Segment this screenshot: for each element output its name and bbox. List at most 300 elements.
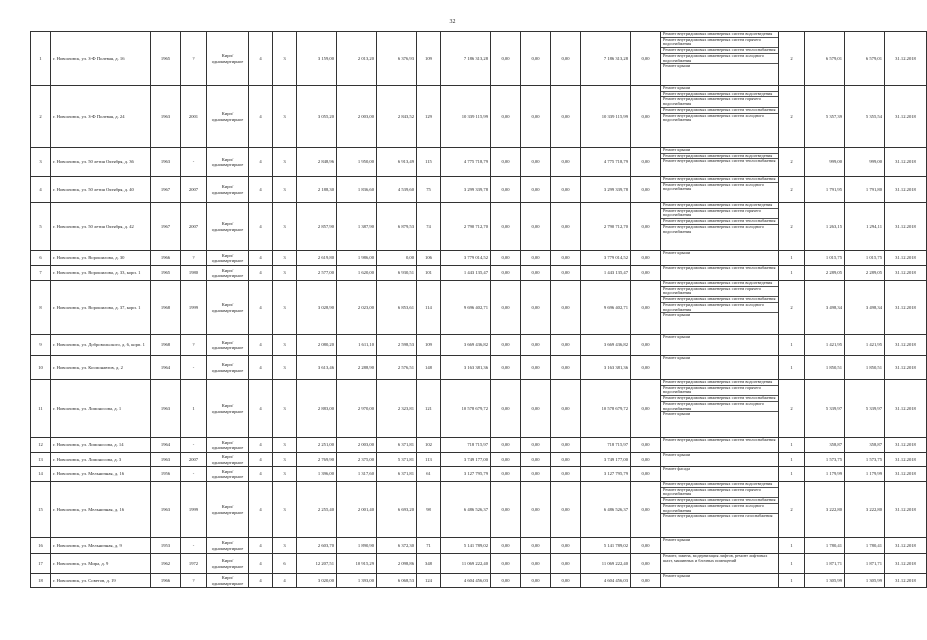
work-item: Ремонт внутридомовых инженерных систем холодного водоснабжения [661,303,778,313]
renovation-year-cell: 1980 [181,266,207,281]
table-row [31,453,927,467]
local-budget-cell: 0,00 [551,453,581,467]
address-cell: г. Новоазовск, ул. Космонавтов, д. 2 [51,356,151,380]
entrances-cell: 3 [273,438,297,453]
budget-cell: 0,00 [521,177,551,203]
local-budget-cell: 0,00 [551,554,581,574]
unit-cost-cell: 1 179,99 [805,467,845,482]
nonliving-area-cell: 6 376,93 [377,32,417,86]
other-cell: 0,00 [631,203,661,251]
floors-cell: 4 [249,266,273,281]
address-cell: г. Новоазовск, ул. Ломоносова, д. 1 [51,380,151,438]
nonliving-area-cell: 6 371,81 [377,467,417,482]
entrances-cell: 3 [273,281,297,335]
limit-cost-cell: 1 015,75 [845,251,885,266]
table-row [31,32,927,86]
wall-material-cell: Кирп/ одноквартирное [207,453,249,467]
limit-cost-cell: 1 573,75 [845,453,885,467]
deadline-cell: 31.12.2018 [885,203,927,251]
living-area-cell: 1 317,60 [337,467,377,482]
entrances-cell: 3 [273,467,297,482]
wall-material-cell: Кирп/ одноквартирное [207,203,249,251]
unit-cost-cell: 2 289,05 [805,266,845,281]
work-item: Ремонт внутридомовых инженерных систем горячего водоснабжения [661,386,778,396]
floors-cell: 4 [249,467,273,482]
work-item: Ремонт крыши [663,537,691,542]
renovation-year-cell: - [181,438,207,453]
row-number: 15 [31,482,51,538]
table-row [31,251,927,266]
cost-cell: 7 186 313,28 [441,32,491,86]
wall-material-cell: Кирп/ одноквартирное [207,281,249,335]
works-cell [661,574,779,588]
other-cell: 0,00 [631,32,661,86]
residents-cell: 61 [417,467,441,482]
fund-cell: 0,00 [491,482,521,538]
fund-cell: 0,00 [491,554,521,574]
living-area-cell: 2 003,00 [337,438,377,453]
row-number: 4 [31,177,51,203]
address-cell: г. Новоазовск, ул. Ворошилова, д. 37, корп. 1 [51,281,151,335]
work-item: Ремонт внутридомовых инженерных систем теплоснабжения [661,108,778,114]
build-year-cell: 1967 [151,177,181,203]
total-area-cell: 3 613,46 [297,356,337,380]
nonliving-area-cell: 0,00 [377,251,417,266]
work-item: Ремонт внутридомовых инженерных систем водоотведения [661,92,778,98]
floors-cell: 4 [249,482,273,538]
address-cell: г. Новоазовск, ул. Мельничная, д. 16 [51,482,151,538]
entrances-cell: 3 [273,538,297,554]
address-cell: г. Новоазовск, ул. Советов, д. 19 [51,574,151,588]
deadline-cell: 31.12.2018 [885,86,927,148]
works-count-cell: 2 [779,177,805,203]
wall-material-cell: Кирп/ одноквартирное [207,251,249,266]
fund-cell: 0,00 [491,467,521,482]
total-area-cell: 2 577,00 [297,266,337,281]
works-count-cell: 1 [779,356,805,380]
deadline-cell: 31.12.2018 [885,335,927,356]
work-item: Ремонт крыши [663,355,691,360]
address-cell: г. Новоазовск, ул. Ломоносова, д. 14 [51,438,151,453]
works-cell [661,203,779,251]
floors-cell: 4 [249,251,273,266]
deadline-cell: 31.12.2018 [885,453,927,467]
fund-cell: 0,00 [491,177,521,203]
owners-funds-cell: 3 779 014,52 [581,251,631,266]
owners-funds-cell: 4 775 718,79 [581,148,631,177]
entrances-cell: 3 [273,335,297,356]
renovation-year-cell: 2007 [181,453,207,467]
renovation-year-cell: 1 [181,380,207,438]
work-item: Ремонт внутридомовых инженерных систем теплоснабжения [663,265,776,270]
owners-funds-cell: 5 141 789,02 [581,538,631,554]
works-cell [661,266,779,281]
works-cell [661,380,779,438]
row-number: 13 [31,453,51,467]
cost-cell: 10 339 115,99 [441,86,491,148]
residents-cell: 101 [417,266,441,281]
fund-cell: 0,00 [491,32,521,86]
unit-cost-cell: 1 421,95 [805,335,845,356]
row-number: 1 [31,32,51,86]
work-item: Ремонт внутридомовых инженерных систем водоотведения [661,203,778,209]
owners-funds-cell: 3 669 436,82 [581,335,631,356]
works-cell [661,538,779,554]
works-count-cell: 1 [779,467,805,482]
total-area-cell: 1 396,00 [297,467,337,482]
address-cell: г. Новоазовск, ул. Добровольского, д. 6, корп. 1 [51,335,151,356]
renovation-year-cell: ? [181,335,207,356]
local-budget-cell: 0,00 [551,335,581,356]
wall-material-cell: Кирп/ одноквартирное [207,335,249,356]
residents-cell: 114 [417,281,441,335]
living-area-cell: 2 023,00 [337,281,377,335]
budget-cell: 0,00 [521,356,551,380]
living-area-cell: 1 611,10 [337,335,377,356]
nonliving-area-cell: 2 843,52 [377,86,417,148]
unit-cost-cell: 1 305,99 [805,574,845,588]
works-count-cell: 1 [779,574,805,588]
owners-funds-cell: 718 715,97 [581,438,631,453]
table-row [31,538,927,554]
cost-cell: 3 163 381,36 [441,356,491,380]
build-year-cell: 1967 [151,203,181,251]
limit-cost-cell: 6 579,01 [845,32,885,86]
total-area-cell: 2 619,80 [297,251,337,266]
works-count-cell: 2 [779,281,805,335]
total-area-cell: 2 883,00 [297,380,337,438]
residents-cell: 74 [417,203,441,251]
living-area-cell: 1 387,90 [337,203,377,251]
residents-cell: 71 [417,538,441,554]
entrances-cell: 3 [273,380,297,438]
wall-material-cell: Кирп/ одноквартирное [207,482,249,538]
other-cell: 0,00 [631,482,661,538]
unit-cost-cell: 999,00 [805,148,845,177]
work-item: Ремонт крыши [661,86,778,92]
works-cell [661,148,779,177]
fund-cell: 0,00 [491,266,521,281]
table-row [31,574,927,588]
row-number: 14 [31,467,51,482]
works-count-cell: 1 [779,438,805,453]
work-item: Ремонт внутридомовых инженерных систем горячего водоснабжения [661,287,778,297]
works-cell [661,554,779,574]
living-area-cell: 2 001,40 [337,482,377,538]
living-area-cell: 1 620,00 [337,266,377,281]
work-item: Ремонт фасада [663,466,691,471]
other-cell: 0,00 [631,380,661,438]
total-area-cell: 2 857,90 [297,203,337,251]
works-count-cell: 1 [779,554,805,574]
wall-material-cell: Кирп/ одноквартирное [207,380,249,438]
row-number: 9 [31,335,51,356]
entrances-cell: 3 [273,482,297,538]
local-budget-cell: 0,00 [551,251,581,266]
limit-cost-cell: 1 421,95 [845,335,885,356]
residents-cell: 129 [417,86,441,148]
work-item: Ремонт внутридомовых инженерных систем холодного водоснабжения [661,54,778,64]
works-count-cell: 2 [779,32,805,86]
build-year-cell: 1963 [151,86,181,148]
unit-cost-cell: 1 850,51 [805,356,845,380]
work-item: Ремонт внутридомовых инженерных систем холодного водоснабжения [663,223,765,234]
floors-cell: 4 [249,148,273,177]
limit-cost-cell: 5 355,54 [845,86,885,148]
row-number: 17 [31,554,51,574]
address-cell: г. Новоазовск, ул. 50 летия Октября, д. 40 [51,177,151,203]
floors-cell: 4 [249,281,273,335]
total-area-cell: 3 028,90 [297,281,337,335]
budget-cell: 0,00 [521,281,551,335]
cost-cell: 3 749 177,00 [441,453,491,467]
row-number: 18 [31,574,51,588]
nonliving-area-cell: 6 879,53 [377,203,417,251]
work-item: Ремонт внутридомовых инженерных систем водоотведения [661,482,778,488]
deadline-cell: 31.12.2018 [885,281,927,335]
unit-cost-cell: 3 498,34 [805,281,845,335]
renovation-year-cell: - [181,538,207,554]
limit-cost-cell: 1 791,80 [845,177,885,203]
table-row [31,281,927,335]
floors-cell: 4 [249,356,273,380]
address-cell: г. Новоазовск, ул. Ломоносова, д. 3 [51,453,151,467]
nonliving-area-cell: 6 913,49 [377,148,417,177]
row-number: 8 [31,281,51,335]
works-count-cell: 2 [779,482,805,538]
renovation-year-cell: 2001 [181,86,207,148]
deadline-cell: 31.12.2018 [885,356,927,380]
living-area-cell: 2 375,00 [337,453,377,467]
fund-cell: 0,00 [491,251,521,266]
works-count-cell: 2 [779,86,805,148]
work-item: Ремонт внутридомовых инженерных систем холодного водоснабжения [663,112,765,123]
work-item: Ремонт внутридомовых инженерных систем горячего водоснабжения [661,488,778,498]
residents-cell: 106 [417,251,441,266]
living-area-cell: 10 915,29 [337,554,377,574]
nonliving-area-cell: 6 371,81 [377,438,417,453]
owners-funds-cell: 3 749 177,00 [581,453,631,467]
row-number: 5 [31,203,51,251]
work-item: Ремонт внутридомовых инженерных систем газоснабжения [663,513,773,519]
work-item: Ремонт крыши [663,312,691,318]
renovation-year-cell: 1972 [181,554,207,574]
works-cell [661,438,779,453]
budget-cell: 0,00 [521,86,551,148]
address-cell: г. Новоазовск, ул. З-Ф Полевая, д. 16 [51,32,151,86]
deadline-cell: 31.12.2018 [885,574,927,588]
cost-cell: 4 775 718,79 [441,148,491,177]
cost-cell: 2 790 712,70 [441,203,491,251]
work-item: Ремонт внутридомовых инженерных систем теплоснабжения [661,498,778,504]
local-budget-cell: 0,00 [551,266,581,281]
build-year-cell: 1964 [151,438,181,453]
build-year-cell: 1963 [151,380,181,438]
build-year-cell: 1964 [151,356,181,380]
total-area-cell: 3 020,00 [297,574,337,588]
deadline-cell: 31.12.2018 [885,554,927,574]
limit-cost-cell: 1 179,99 [845,467,885,482]
wall-material-cell: Кирп/ одноквартирное [207,86,249,148]
unit-cost-cell: 5 357,39 [805,86,845,148]
nonliving-area-cell: 2 098,86 [377,554,417,574]
work-item: Ремонт крыши [661,148,778,154]
unit-cost-cell: 5 339,97 [805,380,845,438]
limit-cost-cell: 1 305,99 [845,574,885,588]
row-number: 10 [31,356,51,380]
living-area-cell: 1 986,00 [337,251,377,266]
work-item: Ремонт внутридомовых инженерных систем холодного водоснабжения [663,181,765,192]
local-budget-cell: 0,00 [551,177,581,203]
budget-cell: 0,00 [521,380,551,438]
renovation-year-cell: - [181,148,207,177]
table-row [31,203,927,251]
wall-material-cell: Кирп/ одноквартирное [207,177,249,203]
table-row [31,356,927,380]
work-item: Ремонт внутридомовых инженерных систем теплоснабжения [663,158,776,164]
works-count-cell: 2 [779,148,805,177]
table-row [31,482,927,538]
owners-funds-cell: 1 443 135,47 [581,266,631,281]
address-cell: г. Новоазовск, ул. 50 летия Октября, д. 36 [51,148,151,177]
unit-cost-cell: 3 222,80 [805,482,845,538]
nonliving-area-cell: 6 853,61 [377,281,417,335]
total-area-cell: 12 207,51 [297,554,337,574]
floors-cell: 4 [249,554,273,574]
entrances-cell: 3 [273,251,297,266]
entrances-cell: 3 [273,356,297,380]
work-item: Ремонт, замена, модернизация лифтов, ремонт лифтовых шахт, машинных и блочных помещений [663,553,768,563]
owners-funds-cell: 4 604 456,03 [581,574,631,588]
budget-cell: 0,00 [521,453,551,467]
deadline-cell: 31.12.2018 [885,538,927,554]
row-number: 6 [31,251,51,266]
budget-cell: 0,00 [521,335,551,356]
nonliving-area-cell: 6 372,30 [377,538,417,554]
budget-cell: 0,00 [521,467,551,482]
entrances-cell: 3 [273,32,297,86]
limit-cost-cell: 5 339,97 [845,380,885,438]
cost-cell: 3 669 436,82 [441,335,491,356]
work-item: Ремонт внутридомовых инженерных систем горячего водоснабжения [661,97,778,107]
table-row [31,266,927,281]
nonliving-area-cell: 2 323,81 [377,380,417,438]
works-cell [661,281,779,335]
other-cell: 0,00 [631,177,661,203]
works-cell [661,482,779,538]
works-cell [661,356,779,380]
unit-cost-cell: 1 791,95 [805,177,845,203]
owners-funds-cell: 7 186 313,28 [581,32,631,86]
floors-cell: 4 [249,538,273,554]
cost-cell: 3 299 339,78 [441,177,491,203]
cost-cell: 11 069 222,40 [441,554,491,574]
residents-cell: 113 [417,453,441,467]
other-cell: 0,00 [631,467,661,482]
work-item: Ремонт внутридомовых инженерных систем горячего водоснабжения [661,209,778,219]
works-count-cell: 1 [779,538,805,554]
budget-cell: 0,00 [521,538,551,554]
build-year-cell: 1956 [151,467,181,482]
owners-funds-cell: 11 069 222,40 [581,554,631,574]
page-number: 32 [449,19,456,25]
renovation-year-cell: ? [181,574,207,588]
works-cell [661,177,779,203]
fund-cell: 0,00 [491,438,521,453]
limit-cost-cell: 999,00 [845,148,885,177]
residents-cell: 109 [417,335,441,356]
works-count-cell: 2 [779,203,805,251]
living-area-cell: 1 393,00 [337,574,377,588]
residents-cell: 75 [417,177,441,203]
other-cell: 0,00 [631,266,661,281]
total-area-cell: 2 251,00 [297,438,337,453]
local-budget-cell: 0,00 [551,467,581,482]
total-area-cell: 2 188,30 [297,177,337,203]
budget-cell: 0,00 [521,203,551,251]
budget-cell: 0,00 [521,574,551,588]
entrances-cell: 3 [273,203,297,251]
budget-cell: 0,00 [521,438,551,453]
wall-material-cell: Кирп/ одноквартирное [207,538,249,554]
other-cell: 0,00 [631,554,661,574]
residents-cell: 98 [417,482,441,538]
residents-cell: 348 [417,554,441,574]
fund-cell: 0,00 [491,203,521,251]
other-cell: 0,00 [631,86,661,148]
local-budget-cell: 0,00 [551,482,581,538]
cost-cell: 6 486 526,37 [441,482,491,538]
cost-cell: 718 715,97 [441,438,491,453]
row-number: 2 [31,86,51,148]
work-item: Ремонт внутридомовых инженерных систем холодного водоснабжения [661,504,778,514]
wall-material-cell: Кирп/ одноквартирное [207,32,249,86]
address-cell: г. Новоазовск, ул. Ворошилова, д. 30 [51,251,151,266]
floors-cell: 4 [249,86,273,148]
other-cell: 0,00 [631,281,661,335]
deadline-cell: 31.12.2018 [885,177,927,203]
entrances-cell: 3 [273,177,297,203]
nonliving-area-cell: 5 371,81 [377,453,417,467]
build-year-cell: 1966 [151,251,181,266]
budget-cell: 0,00 [521,266,551,281]
table-row [31,335,927,356]
work-item: Ремонт крыши [663,573,691,578]
living-area-cell: 1 836,60 [337,177,377,203]
work-item: Ремонт внутридомовых инженерных систем водоотведения [661,281,778,287]
address-cell: г. Новоазовск, ул. Мельничная, д. 16 [51,467,151,482]
floors-cell: 4 [249,203,273,251]
entrances-cell: 3 [273,453,297,467]
works-count-cell: 1 [779,266,805,281]
other-cell: 0,00 [631,335,661,356]
deadline-cell: 31.12.2018 [885,251,927,266]
work-item: Ремонт внутридомовых инженерных систем теплоснабжения [663,437,776,442]
living-area-cell: 1 950,00 [337,148,377,177]
work-item: Ремонт внутридомовых инженерных систем горячего водоснабжения [661,38,778,48]
unit-cost-cell: 6 579,01 [805,32,845,86]
work-item: Ремонт внутридомовых инженерных систем теплоснабжения [661,219,778,225]
residents-cell: 124 [417,574,441,588]
nonliving-area-cell: 6 930,51 [377,266,417,281]
residents-cell: 102 [417,438,441,453]
works-cell [661,86,779,148]
other-cell: 0,00 [631,574,661,588]
work-item: Ремонт внутридомовых инженерных систем теплоснабжения [661,177,778,183]
other-cell: 0,00 [631,438,661,453]
unit-cost-cell: 1 780,41 [805,538,845,554]
row-number: 11 [31,380,51,438]
